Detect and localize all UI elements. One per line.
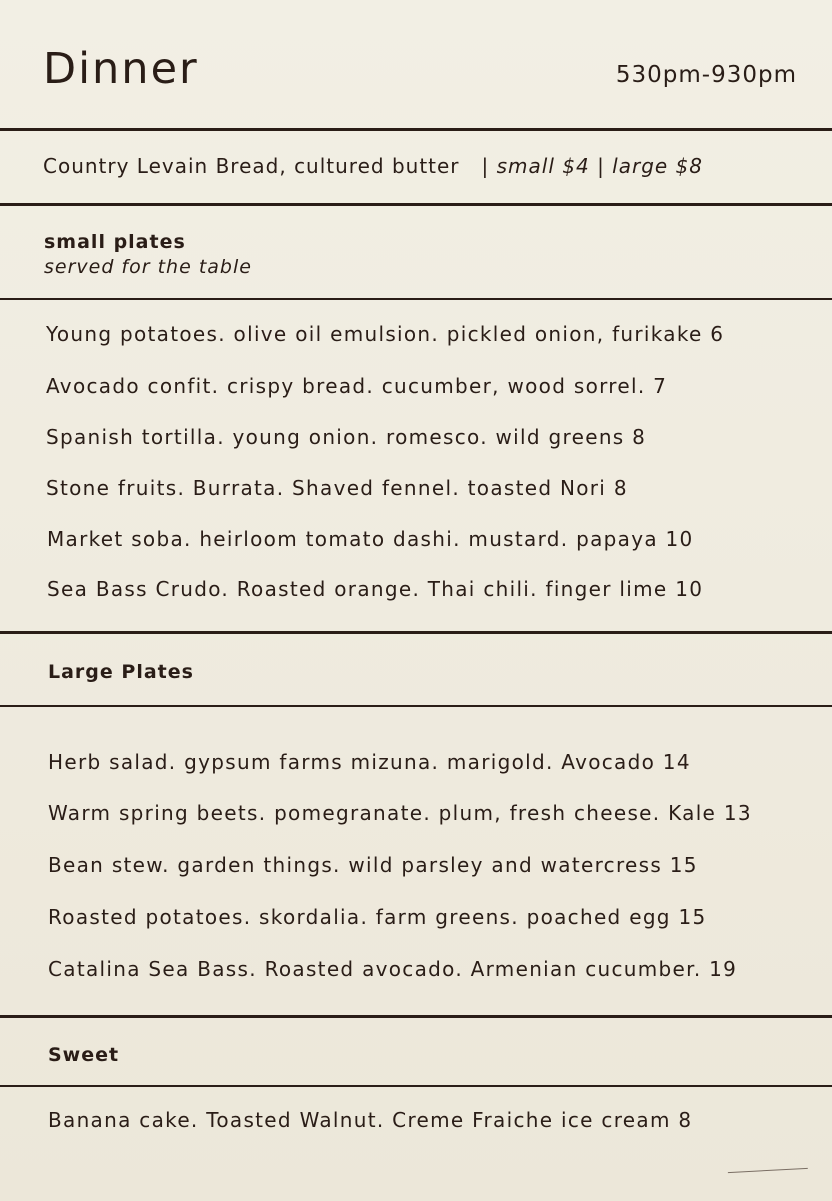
menu-item: Banana cake. Toasted Walnut. Creme Fraiche ice cream 8 — [48, 1108, 693, 1132]
bread-line — [43, 154, 703, 178]
divider — [0, 298, 832, 300]
divider — [0, 1015, 832, 1018]
divider — [0, 705, 832, 707]
divider — [0, 203, 832, 206]
bread-name: Country Levain Bread, cultured butter — [43, 154, 460, 178]
bread-price: | small $4 | large $8 — [481, 154, 703, 178]
service-hours: 530pm-930pm — [615, 62, 797, 88]
menu-item: Stone fruits. Burrata. Shaved fennel. toasted Nori 8 — [46, 476, 628, 500]
menu-item: Warm spring beets. pomegranate. plum, fresh cheese. Kale 13 — [48, 801, 752, 825]
menu-title: Dinner — [43, 44, 199, 94]
menu-item: Roasted potatoes. skordalia. farm greens. poached egg 15 — [48, 905, 707, 929]
sweet-heading: Sweet — [48, 1044, 120, 1066]
menu-item: Bean stew. garden things. wild parsley and watercress 15 — [48, 853, 698, 877]
menu-item: Spanish tortilla. young onion. romesco. wild greens 8 — [46, 425, 647, 449]
small-plates-subheading: served for the table — [44, 256, 252, 278]
pencil-mark — [728, 1168, 808, 1179]
menu-item: Sea Bass Crudo. Roasted orange. Thai chili. finger lime 10 — [47, 577, 704, 601]
menu-item: Avocado confit. crispy bread. cucumber, wood sorrel. 7 — [46, 374, 668, 398]
divider — [0, 631, 832, 634]
small-plates-heading: small plates — [44, 231, 186, 253]
menu-item: Young potatoes. olive oil emulsion. pickled onion, furikake 6 — [46, 322, 725, 346]
menu-item: Market soba. heirloom tomato dashi. mustard. papaya 10 — [47, 527, 694, 551]
divider — [0, 1085, 832, 1087]
menu-item: Herb salad. gypsum farms mizuna. marigold. Avocado 14 — [48, 750, 691, 774]
divider — [0, 128, 832, 131]
large-plates-heading: Large Plates — [48, 661, 194, 683]
menu-item: Catalina Sea Bass. Roasted avocado. Armenian cucumber. 19 — [48, 957, 738, 981]
